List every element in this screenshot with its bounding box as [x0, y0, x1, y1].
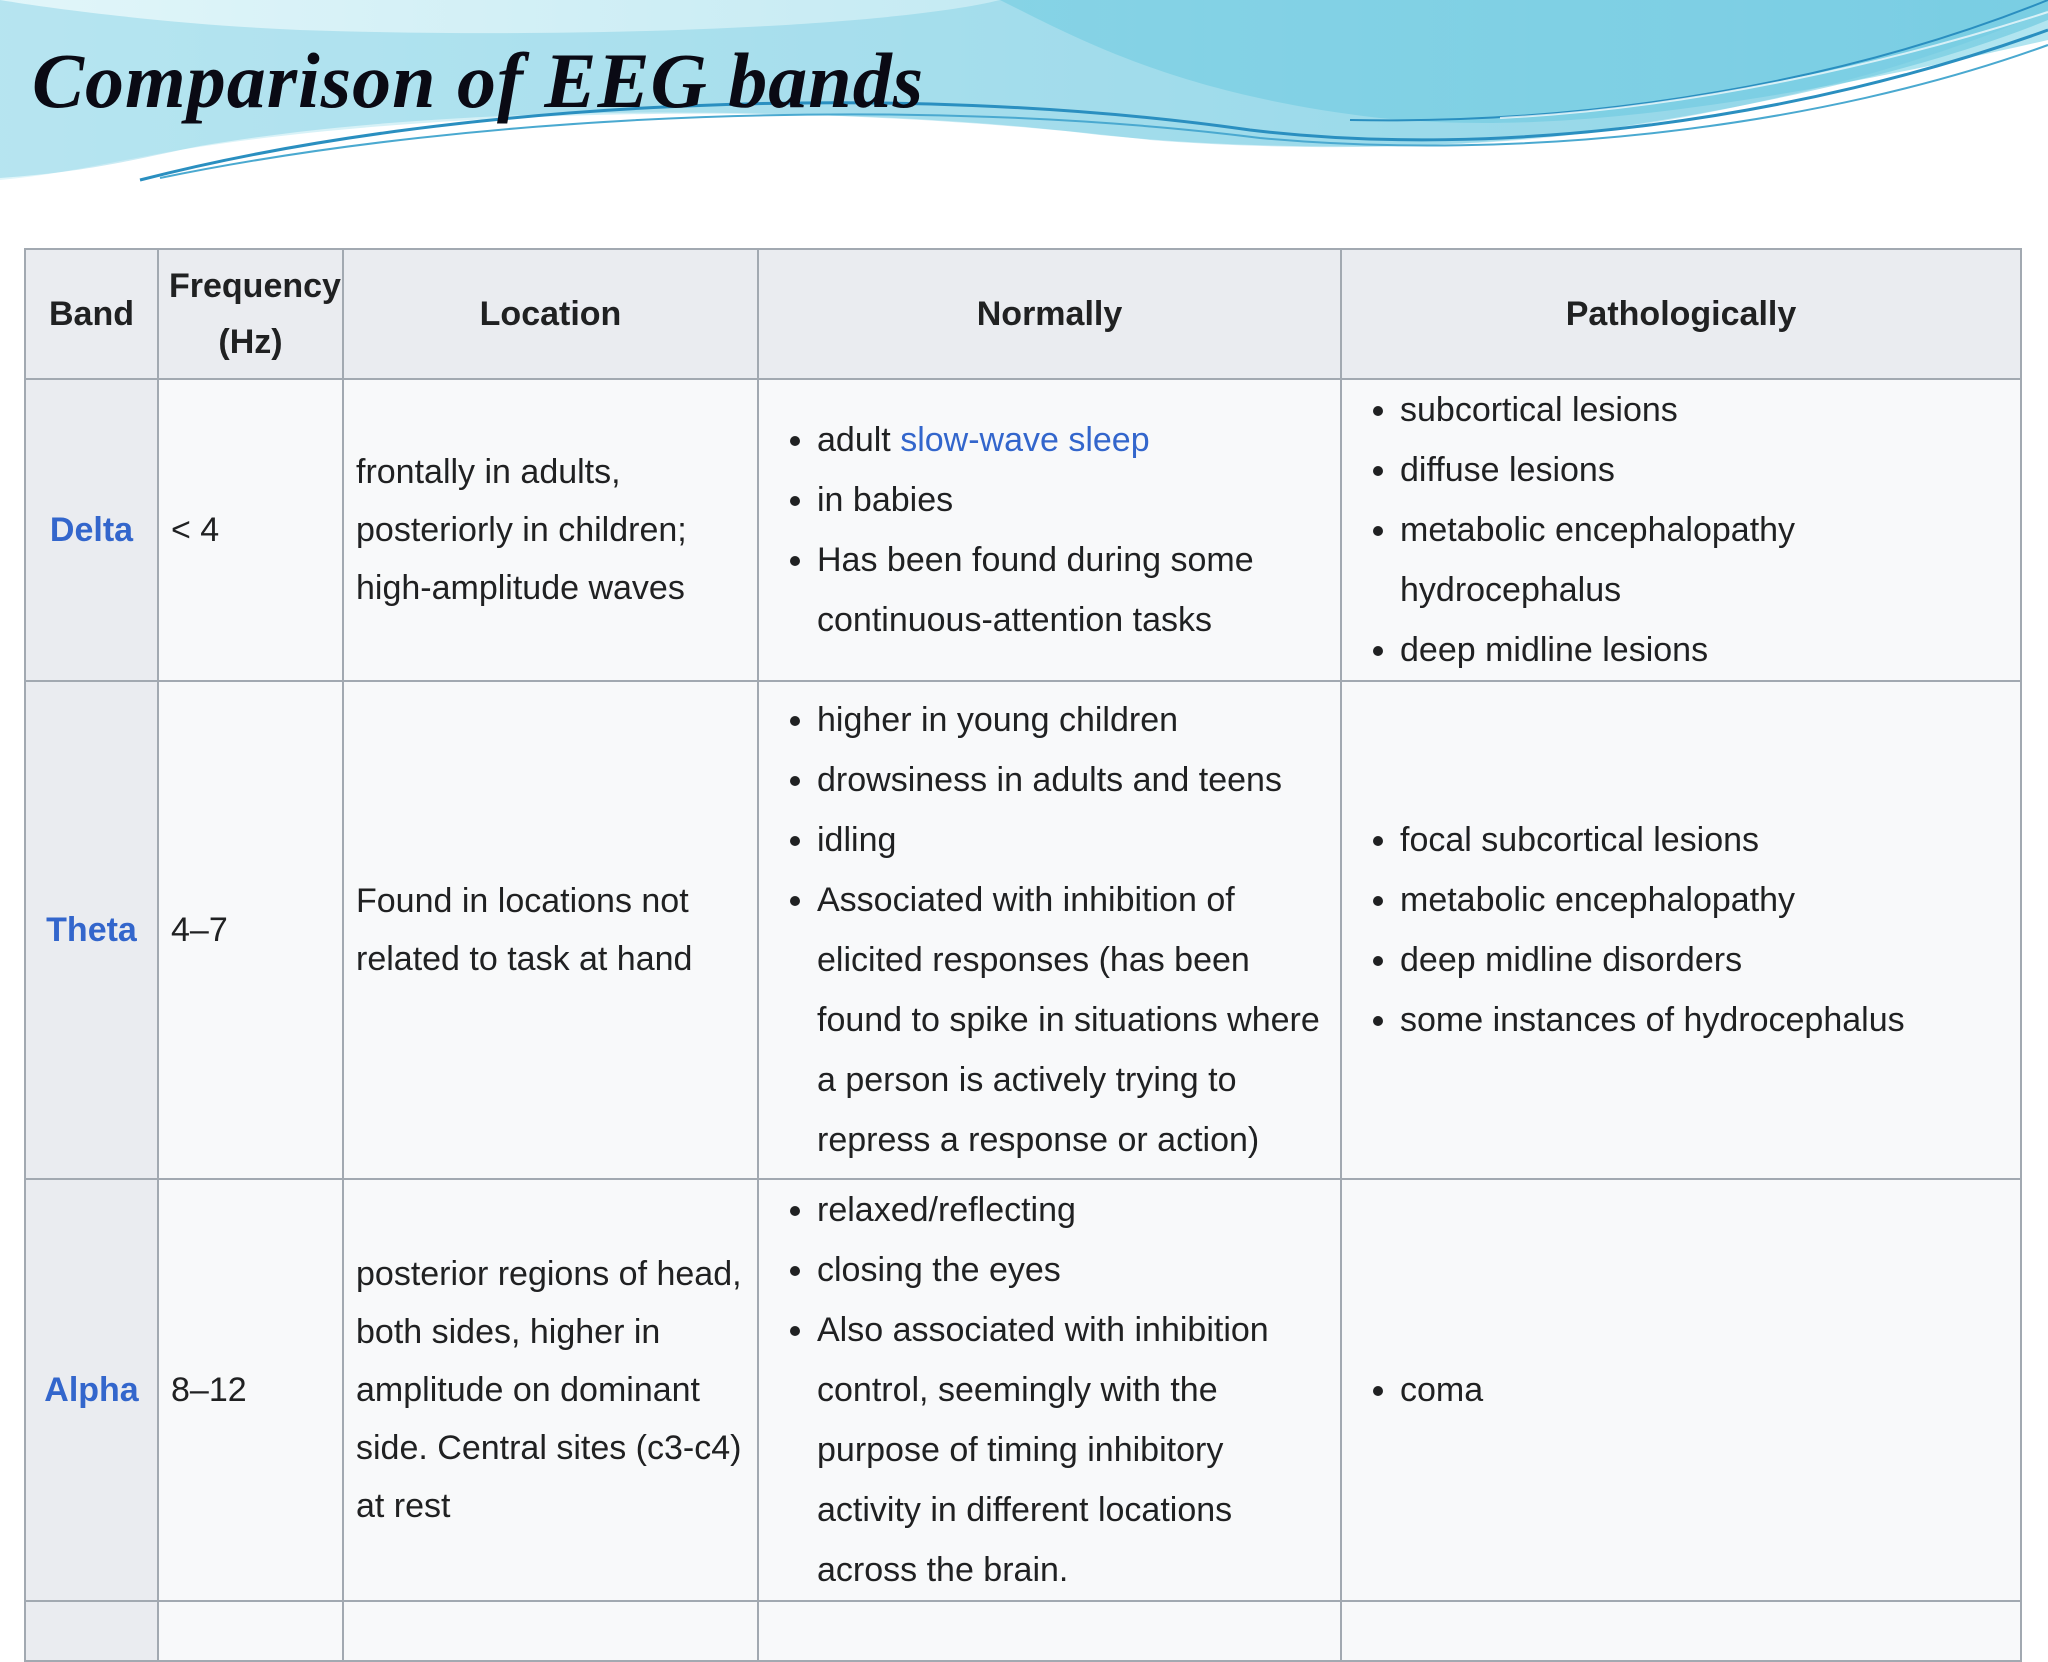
- table-row-alpha: [25, 1179, 2021, 1601]
- band-link-theta[interactable]: Theta: [25, 681, 158, 1179]
- band-link-alpha[interactable]: Alpha: [25, 1179, 158, 1601]
- table-row-delta: [25, 379, 2021, 681]
- header-normally: Normally: [758, 249, 1341, 379]
- header-pathologically: Pathologically: [1341, 249, 2021, 379]
- list-item-text: adult: [817, 421, 901, 459]
- normally-list: [793, 690, 1326, 1170]
- list-item: • Also associated with inhibition control, seemingly with the purpose of timing inhibitory activity in different locations across the brain.: [817, 1300, 1326, 1600]
- pathologically-list: [1376, 380, 2006, 680]
- list-item: • deep midline lesions: [1400, 620, 2006, 680]
- eeg-comparison-table: [24, 248, 2022, 1662]
- list-item: • closing the eyes: [817, 1240, 1326, 1300]
- list-item: • in babies: [817, 470, 1326, 530]
- list-item: • Associated with inhibition of elicited responses (has been found to spike in situations where a person is actively trying to repress a response or action): [817, 870, 1326, 1170]
- list-item: • relaxed/reflecting: [817, 1180, 1326, 1240]
- normally-cell: [758, 1179, 1341, 1601]
- location-cell: Found in locations not related to task at hand: [343, 681, 758, 1179]
- pathologically-cell: [1341, 681, 2021, 1179]
- frequency-cell: < 4: [158, 379, 343, 681]
- slow-wave-sleep-link[interactable]: slow-wave sleep: [900, 421, 1150, 459]
- list-item: • coma: [1400, 1360, 2006, 1420]
- normally-cell: [758, 379, 1341, 681]
- slide-header-banner: [0, 0, 2048, 190]
- pathologically-cell: [1341, 379, 2021, 681]
- header-frequency-line1: Frequency: [169, 267, 341, 305]
- header-frequency-line2: (Hz): [218, 323, 283, 361]
- header-band: Band: [25, 249, 158, 379]
- list-item: • higher in young children: [817, 690, 1326, 750]
- list-item: • metabolic encephalopathy hydrocephalus: [1400, 500, 2006, 620]
- list-item: • metabolic encephalopathy: [1400, 870, 2006, 930]
- normally-cell: [758, 681, 1341, 1179]
- table-row-partial: [25, 1601, 2021, 1661]
- partial-cell: [1341, 1601, 2021, 1661]
- partial-cell: [343, 1601, 758, 1661]
- list-item: • some instances of hydrocephalus: [1400, 990, 2006, 1050]
- frequency-cell: 8–12: [158, 1179, 343, 1601]
- table-header-row: [25, 249, 2021, 379]
- header-location: Location: [343, 249, 758, 379]
- band-link-delta[interactable]: Delta: [25, 379, 158, 681]
- list-item: [817, 410, 1326, 470]
- pathologically-cell: [1341, 1179, 2021, 1601]
- location-cell: posterior regions of head, both sides, higher in amplitude on dominant side. Central sites (c3-c4) at rest: [343, 1179, 758, 1601]
- table-row-theta: [25, 681, 2021, 1179]
- pathologically-list: [1376, 810, 2006, 1050]
- header-frequency: [158, 249, 343, 379]
- pathologically-list: [1376, 1360, 2006, 1420]
- slide-title: Comparison of EEG bands: [32, 37, 925, 124]
- location-cell: frontally in adults, posteriorly in children; high-amplitude waves: [343, 379, 758, 681]
- partial-cell: [158, 1601, 343, 1661]
- list-item: • diffuse lesions: [1400, 440, 2006, 500]
- normally-list: [793, 1180, 1326, 1600]
- eeg-comparison-table-wrapper: [24, 248, 2022, 1589]
- frequency-cell: 4–7: [158, 681, 343, 1179]
- normally-list: [793, 410, 1326, 650]
- list-item: • focal subcortical lesions: [1400, 810, 2006, 870]
- list-item: • drowsiness in adults and teens: [817, 750, 1326, 810]
- list-item: • Has been found during some continuous-attention tasks: [817, 530, 1326, 650]
- partial-cell: [758, 1601, 1341, 1661]
- list-item: • deep midline disorders: [1400, 930, 2006, 990]
- partial-cell: [25, 1601, 158, 1661]
- list-item: • subcortical lesions: [1400, 380, 2006, 440]
- list-item: • idling: [817, 810, 1326, 870]
